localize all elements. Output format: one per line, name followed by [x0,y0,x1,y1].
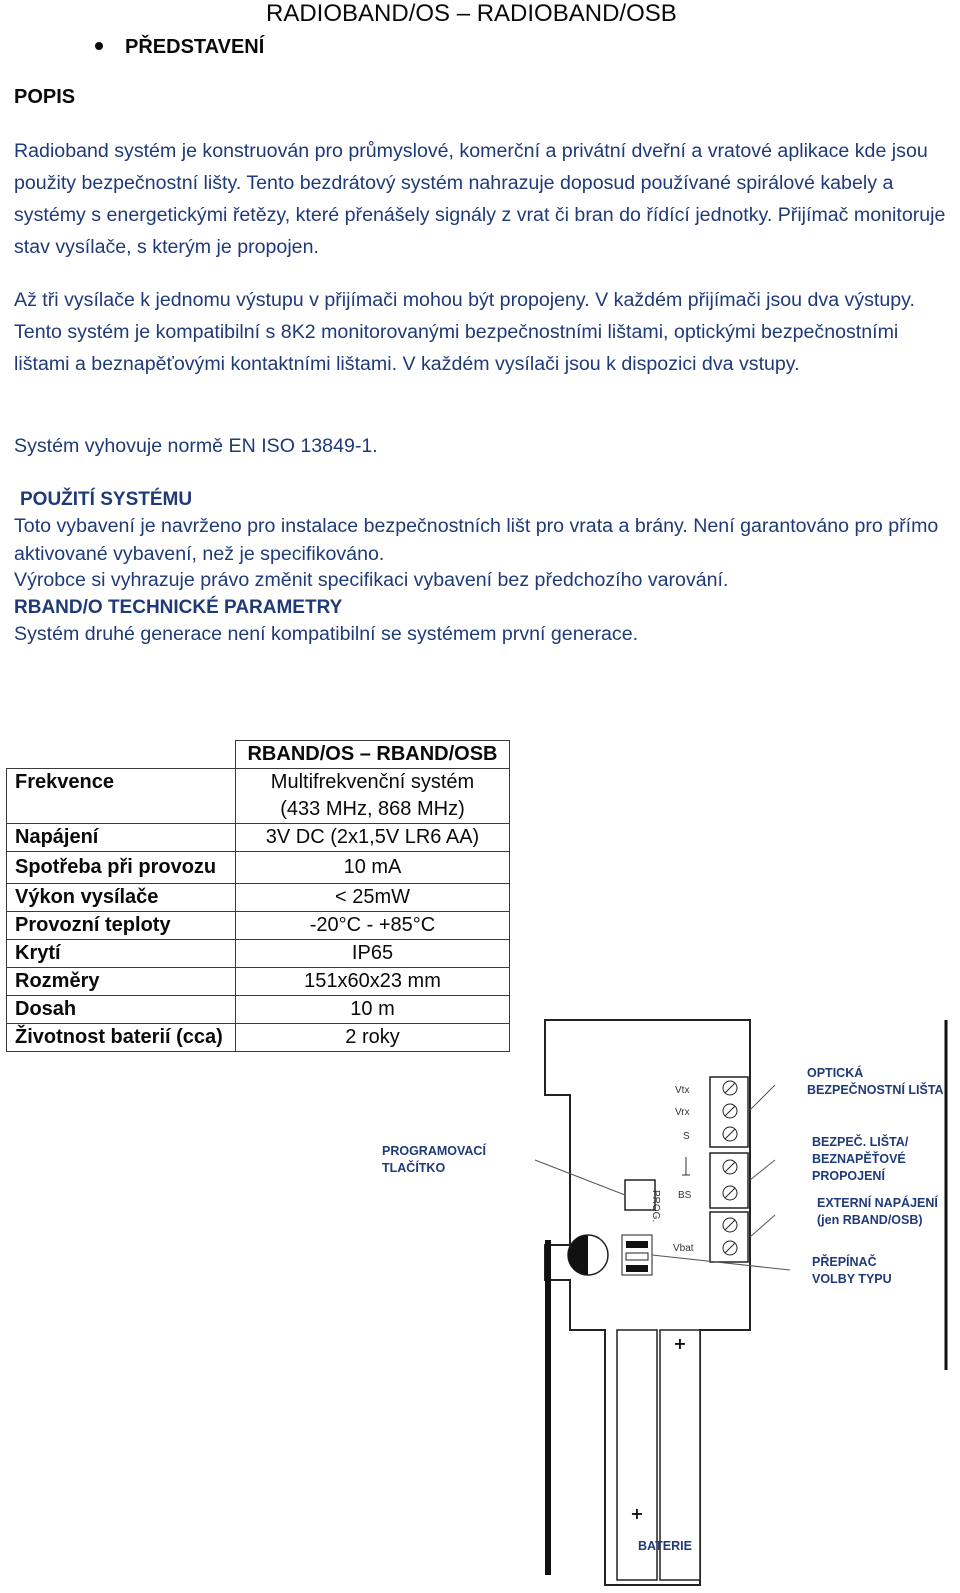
table-row [7,940,510,968]
section-heading-params: RBAND/O TECHNICKÉ PARAMETRY [14,597,343,618]
table-value: 10 mA [236,852,510,884]
label-ext-1: EXTERNÍ NAPÁJENÍ [817,1196,938,1210]
table-row [7,884,510,912]
table-key: Rozměry [7,968,236,996]
usage-disclaimer: Výrobce si vyhrazuje právo změnit specifikaci vybavení bez předchozího varování. [14,569,729,591]
transmitter-diagram [370,1015,950,1590]
table-key: Napájení [7,824,236,852]
terminal-s: S [683,1131,690,1142]
params-text: Systém druhé generace není kompatibilní se systémem první generace. [14,623,639,645]
label-ext-2: (jen RBAND/OSB) [817,1213,923,1227]
bullet-label: PŘEDSTAVENÍ [125,36,265,58]
table-row [7,912,510,940]
terminal-vbat: Vbat [673,1243,694,1254]
table-key: Provozní teploty [7,912,236,940]
table-row [7,968,510,996]
table-value: 10 m [236,996,510,1024]
table-value: < 25mW [236,884,510,912]
usage-text: Toto vybavení je navrženo pro instalace bezpečnostních lišt pro vrata a brány. Není garantováno pro přímo aktivované vybavení, než je specifikováno. [14,515,939,565]
terminal-vtx: Vtx [675,1085,690,1096]
terminal-block-optical [710,1077,748,1147]
table-value: -20°C - +85°C [236,912,510,940]
table-value: 2 roky [236,1024,510,1052]
table-row [7,769,510,797]
battery-plus-top: + [673,1334,687,1353]
table-value: 3V DC (2x1,5V LR6 AA) [236,824,510,852]
label-edge-1: BEZPEČ. LIŠTA/ [812,1135,909,1149]
table-value: Multifrekvenční systém [236,769,510,797]
table-key: Spotřeba při provozu [7,852,236,884]
label-battery: BATERIE [638,1539,692,1553]
table-key: Životnost baterií (cca) [7,1024,236,1052]
terminal-block-edge [710,1153,748,1208]
label-prog-1: PROGRAMOVACÍ [382,1144,486,1158]
bullet-item [95,36,264,59]
table-row [7,852,510,884]
paragraph-intro: Radioband systém je konstruován pro průmyslové, komerční a privátní dveřní a vratové aplikace kde jsou použity bezpečnostní lišty. Tento bezdrátový systém nahrazuje doposud používané spirálové kabely a systémy s energetickými řetězy, které přenášely signály z vrat či bran do řídící jednotky. Přijímač monitoruje stav vysílače, s kterým je propojen. [14,140,946,258]
label-prog-2: TLAČÍTKO [382,1161,446,1175]
label-switch-2: VOLBY TYPU [812,1272,892,1286]
table-row [7,741,510,769]
table-value: IP65 [236,940,510,968]
page-title: RADIOBAND/OS – RADIOBAND/OSB [266,0,677,27]
table-key: Dosah [7,996,236,1024]
dip-switch [622,1235,652,1275]
table-key: Krytí [7,940,236,968]
paragraph-transmitters: Až tři vysílače k jednomu výstupu v přijímači mohou být propojeny. V každém přijímači jsou dva výstupy. Tento systém je kompatibilní s 8K2 monitorovanými bezpečnostními lištami, optickými bezpečnostními lištami a beznapěťovými kontaktními lištami. V každém vysílači jsou k dispozici dva vstupy. [14,289,915,375]
terminal-vrx: Vrx [675,1107,690,1118]
prog-label: PROG. [650,1190,661,1223]
leader-edge [750,1160,775,1180]
table-header: RBAND/OS – RBAND/OSB [236,741,510,769]
bullet-dot-icon [95,42,103,50]
table-key: Výkon vysílače [7,884,236,912]
section-heading-usage: POUŽITÍ SYSTÉMU [20,489,193,510]
label-switch-1: PŘEPÍNAČ [812,1255,877,1269]
section-heading-popis: POPIS [14,86,76,108]
label-optical-2: BEZPEČNOSTNÍ LIŠTA [807,1083,944,1097]
table-value: 151x60x23 mm [236,968,510,996]
label-edge-3: PROPOJENÍ [812,1169,885,1183]
table-corner [7,741,236,769]
leader-ext [750,1215,775,1237]
leader-optical [750,1085,775,1110]
table-value: (433 MHz, 868 MHz) [236,796,510,824]
label-edge-2: BEZNAPĚŤOVÉ [812,1152,906,1166]
leader-program [535,1160,625,1195]
paragraph-standard: Systém vyhovuje normě EN ISO 13849-1. [14,435,378,457]
table-key: Frekvence [7,769,236,824]
spec-table [6,740,510,1052]
table-row [7,824,510,852]
terminal-block-power [710,1212,748,1262]
terminal-bs: BS [678,1190,692,1201]
label-optical-1: OPTICKÁ [807,1066,864,1080]
ground-symbol-icon [682,1157,690,1175]
battery-plus-bottom: + [630,1504,644,1523]
